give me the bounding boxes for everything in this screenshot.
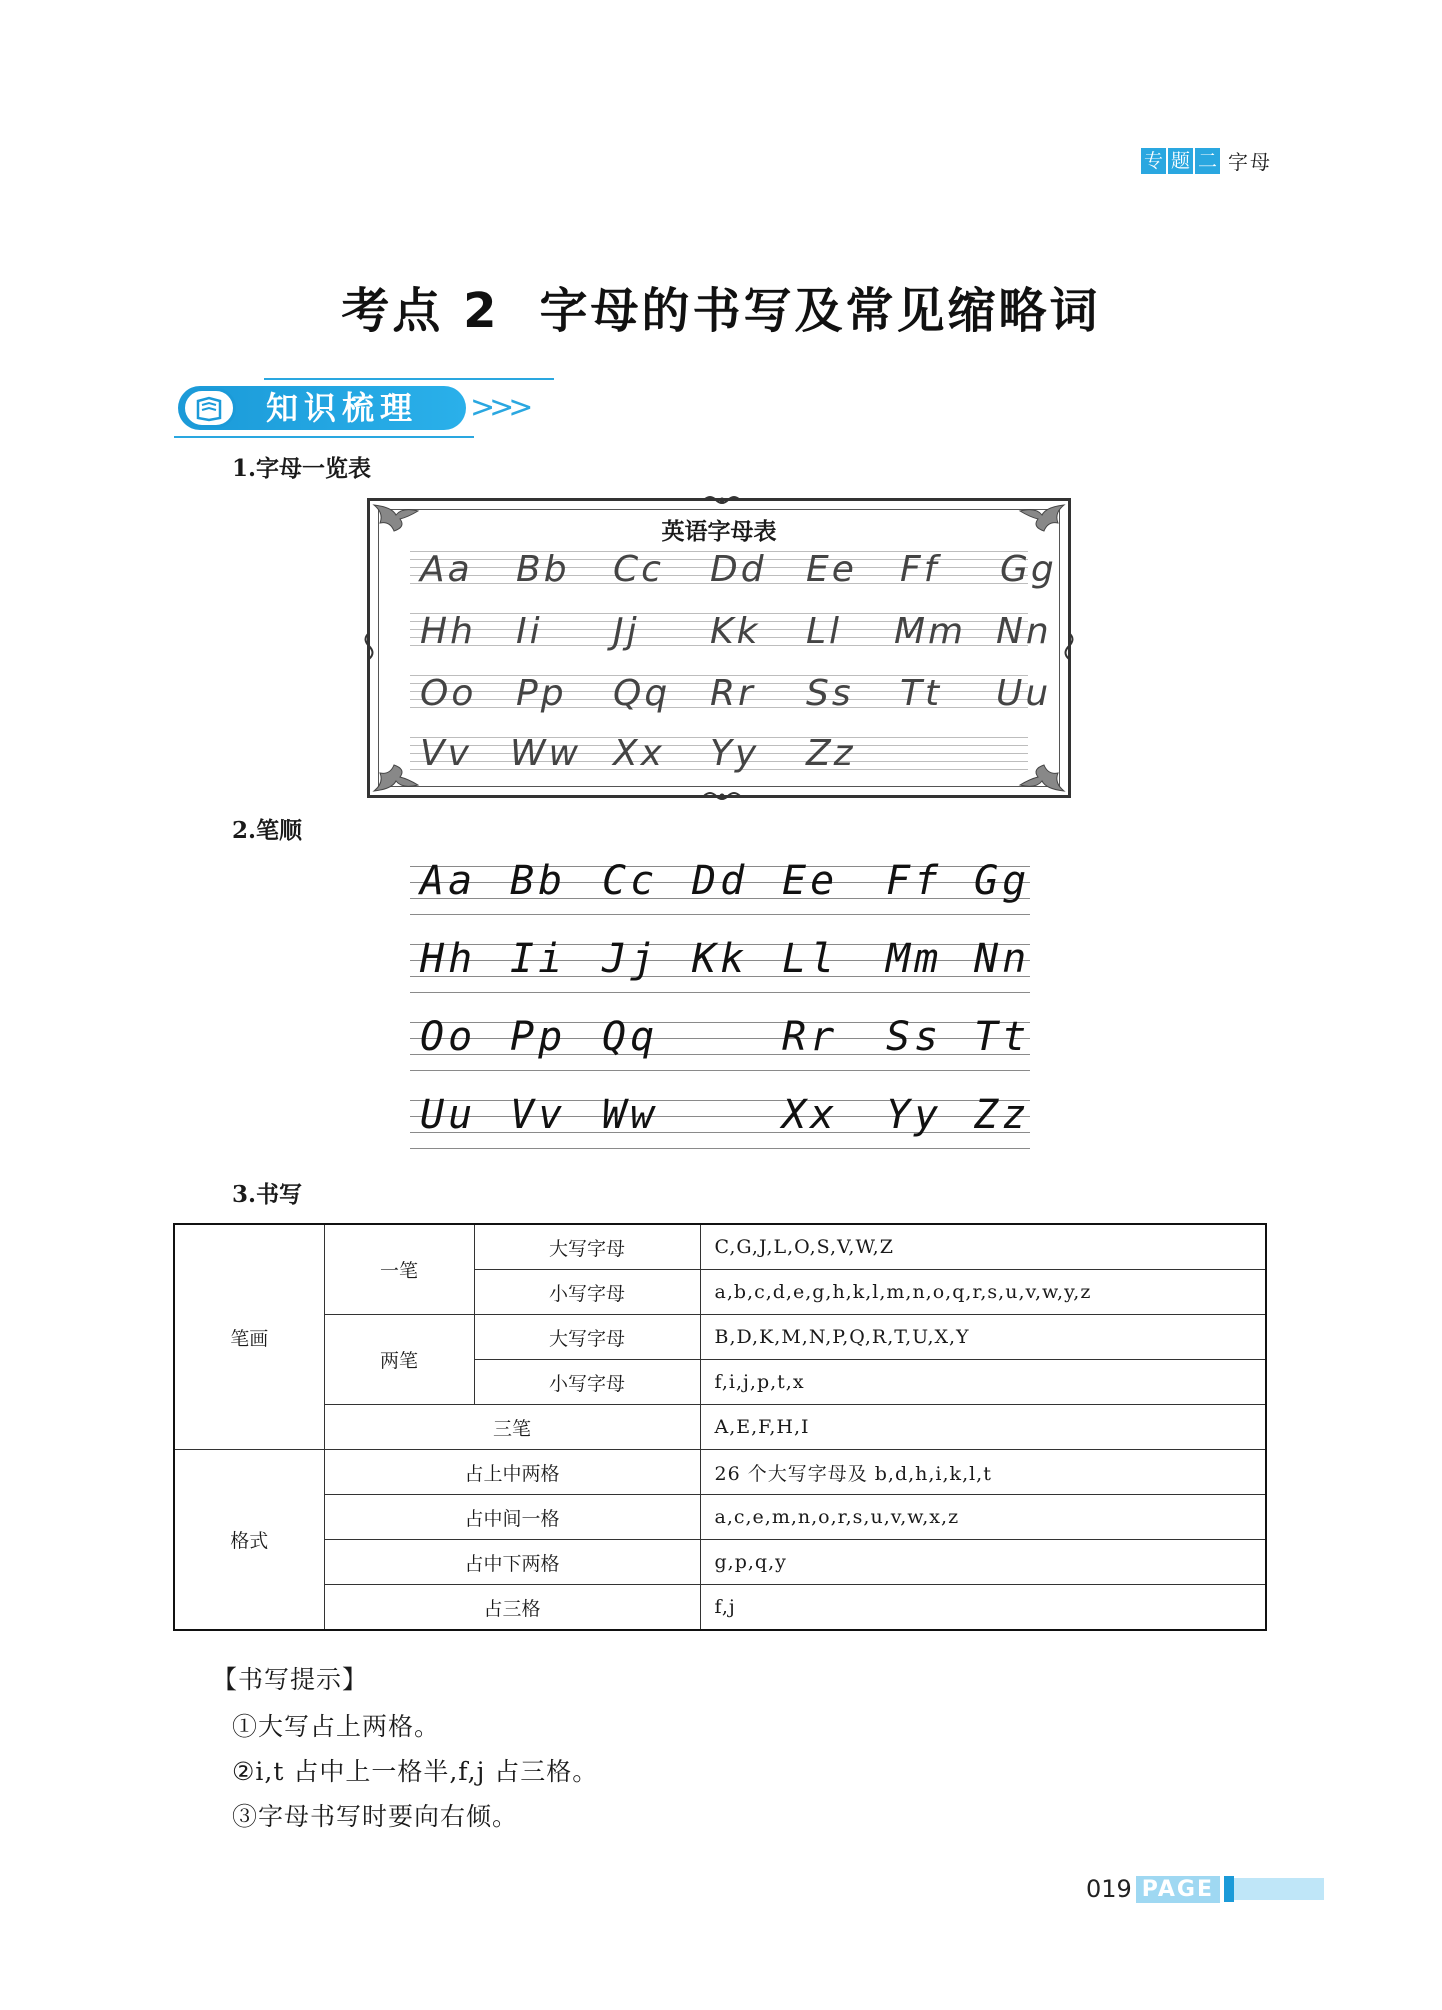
scroll-ornament-icon xyxy=(700,494,744,506)
chapter-tag xyxy=(1141,146,1272,175)
letter-pair: Nn xyxy=(996,611,1052,652)
format-label: 占上中两格 xyxy=(324,1450,700,1495)
stroke-letter: Ff xyxy=(886,858,943,904)
stroke-order-chart xyxy=(410,860,1030,1160)
stroke-letter: Vv xyxy=(510,1092,567,1138)
one-stroke-label: 一笔 xyxy=(324,1224,474,1315)
stroke-letter: Xx xyxy=(782,1092,839,1138)
stroke-letter: Ll xyxy=(782,936,839,982)
letter-pair: Ww xyxy=(510,733,582,774)
one-lower-value: a,b,c,d,e,g,h,k,l,m,n,o,q,r,s,u,v,w,y,z xyxy=(700,1270,1266,1315)
section-banner xyxy=(174,378,554,438)
lower-label: 小写字母 xyxy=(474,1360,700,1405)
stroke-letter: Cc xyxy=(602,858,659,904)
chapter-tag-char: 二 xyxy=(1195,148,1220,174)
two-stroke-label: 两笔 xyxy=(324,1315,474,1405)
stroke-letter: Nn xyxy=(974,936,1031,982)
format-label: 占三格 xyxy=(324,1585,700,1631)
letter-pair: Qq xyxy=(613,673,671,714)
board-title: 英语字母表 xyxy=(661,519,777,545)
format-value: 26 个大写字母及 b,d,h,i,k,l,t xyxy=(700,1450,1266,1495)
board-row xyxy=(370,549,1068,599)
letter-pair: Jj xyxy=(613,611,640,652)
three-stroke-label: 三笔 xyxy=(324,1405,700,1450)
letter-pair: Pp xyxy=(516,673,567,714)
chapter-tag-text: 字母 xyxy=(1228,150,1272,174)
lower-label: 小写字母 xyxy=(474,1270,700,1315)
format-value: g,p,q,y xyxy=(700,1540,1266,1585)
stroke-letter: Gg xyxy=(974,858,1031,904)
letter-pair: Kk xyxy=(710,611,761,652)
table-row xyxy=(174,1224,1266,1270)
letter-pair: Bb xyxy=(516,549,570,590)
letter-pair: Tt xyxy=(900,673,943,714)
upper-label: 大写字母 xyxy=(474,1315,700,1360)
letter-pair: Ii xyxy=(516,611,543,652)
stroke-letter: Hh xyxy=(420,936,477,982)
table-row xyxy=(174,1315,1266,1360)
stroke-letter: Dd xyxy=(692,858,749,904)
letter-pair: Rr xyxy=(710,673,756,714)
tip-item: ②i,t 占中上一格半,f,j 占三格。 xyxy=(232,1757,599,1786)
letter-pair: Gg xyxy=(1000,549,1057,590)
table-row xyxy=(174,1495,1266,1540)
page-number xyxy=(1086,1875,1324,1903)
stroke-letter: Pp xyxy=(510,1014,567,1060)
section3-heading: 3.书写 xyxy=(232,1181,303,1208)
letter-pair: Ll xyxy=(806,611,843,652)
stroke-letter: Tt xyxy=(974,1014,1031,1060)
stroke-letter: Ss xyxy=(886,1014,943,1060)
letter-pair: Hh xyxy=(420,611,476,652)
stroke-letter: Uu xyxy=(420,1092,477,1138)
stroke-letter: Oo xyxy=(420,1014,477,1060)
table-row xyxy=(174,1405,1266,1450)
arrows-icon: >>> xyxy=(470,390,528,425)
stroke-letter: Ee xyxy=(782,858,839,904)
table-row xyxy=(174,1540,1266,1585)
section2-heading: 2.笔顺 xyxy=(232,817,303,844)
banner-label: 知识梳理 xyxy=(266,389,419,427)
three-value: A,E,F,H,I xyxy=(700,1405,1266,1450)
table-row xyxy=(174,1585,1266,1631)
stroke-category: 笔画 xyxy=(174,1224,324,1450)
scroll-ornament-icon xyxy=(700,790,744,802)
stroke-letter: Kk xyxy=(692,936,749,982)
stroke-letter: Mm xyxy=(886,936,943,982)
letter-pair: Ee xyxy=(806,549,857,590)
upper-label: 大写字母 xyxy=(474,1224,700,1270)
page-word: PAGE xyxy=(1136,1876,1220,1903)
stroke-letter: Bb xyxy=(510,858,567,904)
letter-pair: Aa xyxy=(420,549,473,590)
page-title xyxy=(0,272,1442,341)
format-label: 占中下两格 xyxy=(324,1540,700,1585)
tips-heading: 【书写提示】 xyxy=(212,1665,369,1694)
letter-pair: Cc xyxy=(613,549,664,590)
chapter-tag-char: 专 xyxy=(1141,148,1166,174)
letter-pair: Vv xyxy=(420,733,472,774)
writing-rules-table xyxy=(173,1223,1267,1631)
stroke-letter: Ii xyxy=(510,936,567,982)
letter-pair: Yy xyxy=(710,733,760,774)
letter-pair: Mm xyxy=(894,611,967,652)
format-label: 占中间一格 xyxy=(324,1495,700,1540)
page-number-value: 019 xyxy=(1085,1875,1132,1903)
stroke-letter: Qq xyxy=(602,1014,659,1060)
stroke-letter: Rr xyxy=(782,1014,839,1060)
one-upper-value: C,G,J,L,O,S,V,W,Z xyxy=(700,1224,1266,1270)
format-value: f,j xyxy=(700,1585,1266,1631)
letter-pair: Oo xyxy=(420,673,477,714)
letter-pair: Zz xyxy=(806,733,856,774)
two-lower-value: f,i,j,p,t,x xyxy=(700,1360,1266,1405)
title-number: 考点 2 xyxy=(341,283,500,339)
format-category: 格式 xyxy=(174,1450,324,1631)
letter-pair: Xx xyxy=(613,733,665,774)
board-row xyxy=(370,673,1068,723)
chapter-tag-char: 题 xyxy=(1168,148,1193,174)
stroke-letter: Jj xyxy=(602,936,659,982)
tip-item: ③字母书写时要向右倾。 xyxy=(232,1802,519,1831)
letter-pair: Ff xyxy=(900,549,940,590)
stroke-letter: Yy xyxy=(886,1092,943,1138)
stroke-letter: Aa xyxy=(420,858,477,904)
table-row xyxy=(174,1450,1266,1495)
book-icon xyxy=(182,388,236,428)
format-value: a,c,e,m,n,o,r,s,u,v,w,x,z xyxy=(700,1495,1266,1540)
tip-item: ①大写占上两格。 xyxy=(232,1712,441,1741)
alphabet-board xyxy=(367,498,1071,798)
stroke-letter: Zz xyxy=(974,1092,1031,1138)
letter-pair: Uu xyxy=(996,673,1052,714)
stroke-letter: Ww xyxy=(602,1092,659,1138)
title-text: 字母的书写及常见缩略词 xyxy=(539,283,1101,339)
two-upper-value: B,D,K,M,N,P,Q,R,T,U,X,Y xyxy=(700,1315,1266,1360)
section1-heading: 1.字母一览表 xyxy=(232,455,372,482)
letter-pair: Ss xyxy=(806,673,854,714)
board-row xyxy=(370,611,1068,661)
letter-pair: Dd xyxy=(710,549,767,590)
board-row xyxy=(370,733,1068,783)
